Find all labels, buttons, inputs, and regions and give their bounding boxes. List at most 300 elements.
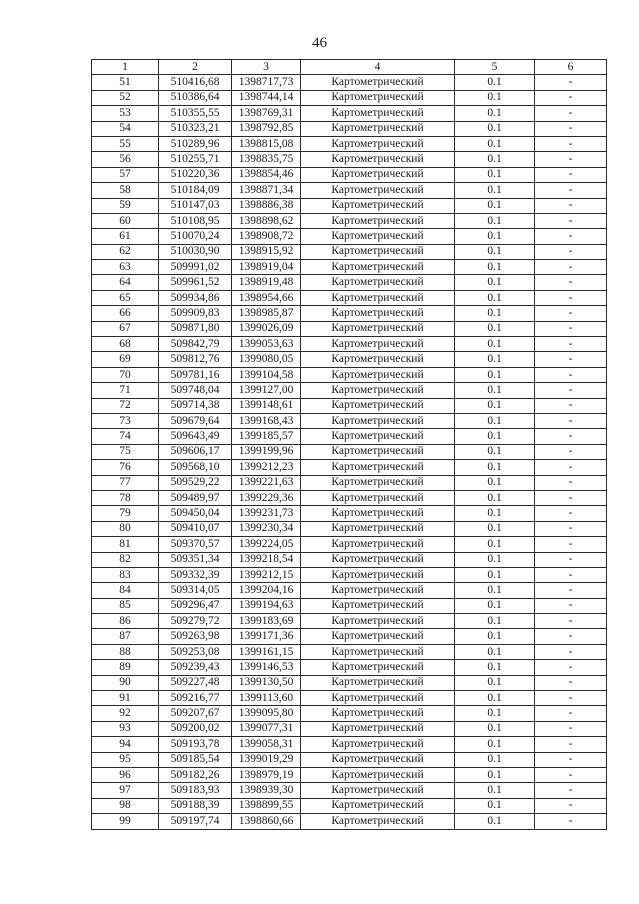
page-number: 46 [312, 35, 327, 51]
table-row [92, 337, 607, 352]
table-row [92, 152, 607, 167]
point-number-cell: 78 [92, 490, 159, 505]
note-cell: - [535, 552, 607, 567]
point-number-cell: 57 [92, 167, 159, 182]
accuracy-cell: 0.1 [455, 506, 535, 521]
point-number-cell: 90 [92, 675, 159, 690]
point-number-cell: 70 [92, 367, 159, 382]
x-coordinate-cell: 509489,97 [159, 490, 232, 505]
point-number-cell: 53 [92, 106, 159, 121]
point-number-cell: 83 [92, 567, 159, 582]
point-number-cell: 54 [92, 121, 159, 136]
method-cell: Картометрический [301, 213, 455, 228]
note-cell: - [535, 337, 607, 352]
point-number-cell: 99 [92, 814, 159, 829]
method-cell: Картометрический [301, 767, 455, 782]
point-number-cell: 77 [92, 475, 159, 490]
note-cell: - [535, 106, 607, 121]
note-cell: - [535, 583, 607, 598]
table-row [92, 737, 607, 752]
y-coordinate-cell: 1399095,80 [232, 706, 301, 721]
point-number-cell: 95 [92, 752, 159, 767]
note-cell: - [535, 75, 607, 90]
x-coordinate-cell: 509193,78 [159, 737, 232, 752]
accuracy-cell: 0.1 [455, 490, 535, 505]
accuracy-cell: 0.1 [455, 552, 535, 567]
y-coordinate-cell: 1399229,36 [232, 490, 301, 505]
x-coordinate-cell: 510416,68 [159, 75, 232, 90]
table-row [92, 460, 607, 475]
method-cell: Картометрический [301, 644, 455, 659]
y-coordinate-cell: 1399230,34 [232, 521, 301, 536]
y-coordinate-cell: 1398769,31 [232, 106, 301, 121]
note-cell: - [535, 798, 607, 813]
point-number-cell: 71 [92, 383, 159, 398]
accuracy-cell: 0.1 [455, 429, 535, 444]
x-coordinate-cell: 509643,49 [159, 429, 232, 444]
x-coordinate-cell: 509207,67 [159, 706, 232, 721]
point-number-cell: 94 [92, 737, 159, 752]
x-coordinate-cell: 509568,10 [159, 460, 232, 475]
method-cell: Картометрический [301, 198, 455, 213]
method-cell: Картометрический [301, 675, 455, 690]
note-cell: - [535, 660, 607, 675]
table-header-row [92, 60, 607, 75]
y-coordinate-cell: 1398908,72 [232, 229, 301, 244]
point-number-cell: 98 [92, 798, 159, 813]
note-cell: - [535, 213, 607, 228]
y-coordinate-cell: 1398939,30 [232, 783, 301, 798]
table-row [92, 814, 607, 829]
note-cell: - [535, 460, 607, 475]
y-coordinate-cell: 1399113,60 [232, 691, 301, 706]
y-coordinate-cell: 1398886,38 [232, 198, 301, 213]
method-cell: Картометрический [301, 814, 455, 829]
note-cell: - [535, 198, 607, 213]
table-row [92, 290, 607, 305]
x-coordinate-cell: 509296,47 [159, 598, 232, 613]
x-coordinate-cell: 510289,96 [159, 136, 232, 151]
point-number-cell: 82 [92, 552, 159, 567]
note-cell: - [535, 229, 607, 244]
x-coordinate-cell: 509909,83 [159, 306, 232, 321]
x-coordinate-cell: 509216,77 [159, 691, 232, 706]
x-coordinate-cell: 509227,48 [159, 675, 232, 690]
accuracy-cell: 0.1 [455, 75, 535, 90]
method-cell: Картометрический [301, 567, 455, 582]
x-coordinate-cell: 509961,52 [159, 275, 232, 290]
x-coordinate-cell: 510255,71 [159, 152, 232, 167]
accuracy-cell: 0.1 [455, 260, 535, 275]
method-cell: Картометрический [301, 475, 455, 490]
note-cell: - [535, 398, 607, 413]
accuracy-cell: 0.1 [455, 598, 535, 613]
column-header: 4 [301, 60, 455, 75]
column-header: 2 [159, 60, 232, 75]
column-header: 3 [232, 60, 301, 75]
table-row [92, 398, 607, 413]
table-row [92, 521, 607, 536]
note-cell: - [535, 675, 607, 690]
accuracy-cell: 0.1 [455, 444, 535, 459]
point-number-cell: 84 [92, 583, 159, 598]
point-number-cell: 74 [92, 429, 159, 444]
table-row [92, 614, 607, 629]
note-cell: - [535, 121, 607, 136]
x-coordinate-cell: 509781,16 [159, 367, 232, 382]
x-coordinate-cell: 509410,07 [159, 521, 232, 536]
note-cell: - [535, 383, 607, 398]
note-cell: - [535, 691, 607, 706]
method-cell: Картометрический [301, 229, 455, 244]
x-coordinate-cell: 509185,54 [159, 752, 232, 767]
accuracy-cell: 0.1 [455, 460, 535, 475]
table-row [92, 121, 607, 136]
method-cell: Картометрический [301, 798, 455, 813]
note-cell: - [535, 767, 607, 782]
table-row [92, 244, 607, 259]
y-coordinate-cell: 1399146,53 [232, 660, 301, 675]
note-cell: - [535, 183, 607, 198]
note-cell: - [535, 244, 607, 259]
accuracy-cell: 0.1 [455, 660, 535, 675]
y-coordinate-cell: 1398860,66 [232, 814, 301, 829]
method-cell: Картометрический [301, 260, 455, 275]
method-cell: Картометрический [301, 460, 455, 475]
method-cell: Картометрический [301, 721, 455, 736]
accuracy-cell: 0.1 [455, 629, 535, 644]
accuracy-cell: 0.1 [455, 290, 535, 305]
y-coordinate-cell: 1399231,73 [232, 506, 301, 521]
accuracy-cell: 0.1 [455, 737, 535, 752]
y-coordinate-cell: 1398744,14 [232, 90, 301, 105]
note-cell: - [535, 367, 607, 382]
note-cell: - [535, 814, 607, 829]
point-number-cell: 88 [92, 644, 159, 659]
method-cell: Картометрический [301, 413, 455, 428]
note-cell: - [535, 506, 607, 521]
point-number-cell: 59 [92, 198, 159, 213]
accuracy-cell: 0.1 [455, 367, 535, 382]
table-row [92, 275, 607, 290]
y-coordinate-cell: 1399218,54 [232, 552, 301, 567]
y-coordinate-cell: 1399104,58 [232, 367, 301, 382]
x-coordinate-cell: 509871,80 [159, 321, 232, 336]
point-number-cell: 80 [92, 521, 159, 536]
x-coordinate-cell: 510184,09 [159, 183, 232, 198]
method-cell: Картометрический [301, 537, 455, 552]
method-cell: Картометрический [301, 183, 455, 198]
y-coordinate-cell: 1399168,43 [232, 413, 301, 428]
accuracy-cell: 0.1 [455, 691, 535, 706]
y-coordinate-cell: 1399183,69 [232, 614, 301, 629]
point-number-cell: 66 [92, 306, 159, 321]
accuracy-cell: 0.1 [455, 383, 535, 398]
accuracy-cell: 0.1 [455, 136, 535, 151]
table-row [92, 675, 607, 690]
y-coordinate-cell: 1399212,23 [232, 460, 301, 475]
x-coordinate-cell: 509748,04 [159, 383, 232, 398]
method-cell: Картометрический [301, 121, 455, 136]
note-cell: - [535, 260, 607, 275]
accuracy-cell: 0.1 [455, 767, 535, 782]
y-coordinate-cell: 1399026,09 [232, 321, 301, 336]
x-coordinate-cell: 510030,90 [159, 244, 232, 259]
table-row [92, 213, 607, 228]
y-coordinate-cell: 1399194,63 [232, 598, 301, 613]
method-cell: Картометрический [301, 691, 455, 706]
table-row [92, 352, 607, 367]
method-cell: Картометрический [301, 90, 455, 105]
point-number-cell: 79 [92, 506, 159, 521]
table-row [92, 583, 607, 598]
point-number-cell: 60 [92, 213, 159, 228]
table-row [92, 767, 607, 782]
point-number-cell: 86 [92, 614, 159, 629]
note-cell: - [535, 721, 607, 736]
method-cell: Картометрический [301, 444, 455, 459]
x-coordinate-cell: 509279,72 [159, 614, 232, 629]
accuracy-cell: 0.1 [455, 275, 535, 290]
y-coordinate-cell: 1399204,16 [232, 583, 301, 598]
accuracy-cell: 0.1 [455, 244, 535, 259]
point-number-cell: 73 [92, 413, 159, 428]
x-coordinate-cell: 510386,64 [159, 90, 232, 105]
point-number-cell: 89 [92, 660, 159, 675]
note-cell: - [535, 752, 607, 767]
method-cell: Картометрический [301, 306, 455, 321]
point-number-cell: 81 [92, 537, 159, 552]
note-cell: - [535, 413, 607, 428]
table-row [92, 706, 607, 721]
x-coordinate-cell: 509183,93 [159, 783, 232, 798]
accuracy-cell: 0.1 [455, 798, 535, 813]
accuracy-cell: 0.1 [455, 475, 535, 490]
method-cell: Картометрический [301, 490, 455, 505]
accuracy-cell: 0.1 [455, 752, 535, 767]
point-number-cell: 52 [92, 90, 159, 105]
accuracy-cell: 0.1 [455, 721, 535, 736]
table-row [92, 629, 607, 644]
point-number-cell: 87 [92, 629, 159, 644]
table-row [92, 598, 607, 613]
table-row [92, 429, 607, 444]
table-row [92, 306, 607, 321]
point-number-cell: 62 [92, 244, 159, 259]
table-row [92, 229, 607, 244]
note-cell: - [535, 275, 607, 290]
method-cell: Картометрический [301, 136, 455, 151]
note-cell: - [535, 537, 607, 552]
x-coordinate-cell: 509182,26 [159, 767, 232, 782]
accuracy-cell: 0.1 [455, 167, 535, 182]
method-cell: Картометрический [301, 429, 455, 444]
x-coordinate-cell: 509991,02 [159, 260, 232, 275]
note-cell: - [535, 644, 607, 659]
point-number-cell: 61 [92, 229, 159, 244]
table-row [92, 260, 607, 275]
method-cell: Картометрический [301, 75, 455, 90]
point-number-cell: 58 [92, 183, 159, 198]
method-cell: Картометрический [301, 167, 455, 182]
y-coordinate-cell: 1399212,15 [232, 567, 301, 582]
method-cell: Картометрический [301, 752, 455, 767]
y-coordinate-cell: 1398871,34 [232, 183, 301, 198]
y-coordinate-cell: 1399077,31 [232, 721, 301, 736]
column-header: 6 [535, 60, 607, 75]
accuracy-cell: 0.1 [455, 306, 535, 321]
note-cell: - [535, 152, 607, 167]
accuracy-cell: 0.1 [455, 106, 535, 121]
accuracy-cell: 0.1 [455, 183, 535, 198]
note-cell: - [535, 352, 607, 367]
y-coordinate-cell: 1399224,05 [232, 537, 301, 552]
y-coordinate-cell: 1399221,63 [232, 475, 301, 490]
table-row [92, 321, 607, 336]
y-coordinate-cell: 1399127,00 [232, 383, 301, 398]
point-number-cell: 64 [92, 275, 159, 290]
y-coordinate-cell: 1399130,50 [232, 675, 301, 690]
table-row [92, 413, 607, 428]
accuracy-cell: 0.1 [455, 644, 535, 659]
method-cell: Картометрический [301, 598, 455, 613]
table-body [92, 75, 607, 829]
y-coordinate-cell: 1398985,87 [232, 306, 301, 321]
y-coordinate-cell: 1398898,62 [232, 213, 301, 228]
accuracy-cell: 0.1 [455, 121, 535, 136]
note-cell: - [535, 567, 607, 582]
point-number-cell: 67 [92, 321, 159, 336]
accuracy-cell: 0.1 [455, 537, 535, 552]
column-header: 1 [92, 60, 159, 75]
method-cell: Картометрический [301, 706, 455, 721]
method-cell: Картометрический [301, 383, 455, 398]
note-cell: - [535, 321, 607, 336]
x-coordinate-cell: 509314,05 [159, 583, 232, 598]
y-coordinate-cell: 1399199,96 [232, 444, 301, 459]
y-coordinate-cell: 1399019,29 [232, 752, 301, 767]
table-row [92, 691, 607, 706]
accuracy-cell: 0.1 [455, 337, 535, 352]
y-coordinate-cell: 1398717,73 [232, 75, 301, 90]
coordinates-table [91, 59, 607, 830]
table-row [92, 90, 607, 105]
point-number-cell: 97 [92, 783, 159, 798]
point-number-cell: 91 [92, 691, 159, 706]
x-coordinate-cell: 510070,24 [159, 229, 232, 244]
x-coordinate-cell: 510355,55 [159, 106, 232, 121]
x-coordinate-cell: 509450,04 [159, 506, 232, 521]
accuracy-cell: 0.1 [455, 583, 535, 598]
method-cell: Картометрический [301, 583, 455, 598]
method-cell: Картометрический [301, 614, 455, 629]
x-coordinate-cell: 509188,39 [159, 798, 232, 813]
x-coordinate-cell: 509253,08 [159, 644, 232, 659]
method-cell: Картометрический [301, 506, 455, 521]
x-coordinate-cell: 509934,86 [159, 290, 232, 305]
point-number-cell: 76 [92, 460, 159, 475]
table-row [92, 783, 607, 798]
y-coordinate-cell: 1399185,57 [232, 429, 301, 444]
method-cell: Картометрический [301, 660, 455, 675]
method-cell: Картометрический [301, 106, 455, 121]
x-coordinate-cell: 509714,38 [159, 398, 232, 413]
table-row [92, 567, 607, 582]
accuracy-cell: 0.1 [455, 398, 535, 413]
table-row [92, 660, 607, 675]
note-cell: - [535, 629, 607, 644]
x-coordinate-cell: 509197,74 [159, 814, 232, 829]
y-coordinate-cell: 1399171,36 [232, 629, 301, 644]
method-cell: Картометрический [301, 552, 455, 567]
table-row [92, 552, 607, 567]
accuracy-cell: 0.1 [455, 90, 535, 105]
table-row [92, 490, 607, 505]
accuracy-cell: 0.1 [455, 321, 535, 336]
y-coordinate-cell: 1399058,31 [232, 737, 301, 752]
table-row [92, 798, 607, 813]
column-header: 5 [455, 60, 535, 75]
x-coordinate-cell: 510220,36 [159, 167, 232, 182]
x-coordinate-cell: 509351,34 [159, 552, 232, 567]
point-number-cell: 68 [92, 337, 159, 352]
method-cell: Картометрический [301, 737, 455, 752]
note-cell: - [535, 598, 607, 613]
method-cell: Картометрический [301, 290, 455, 305]
x-coordinate-cell: 509529,22 [159, 475, 232, 490]
accuracy-cell: 0.1 [455, 413, 535, 428]
point-number-cell: 72 [92, 398, 159, 413]
table-row [92, 167, 607, 182]
x-coordinate-cell: 509263,98 [159, 629, 232, 644]
accuracy-cell: 0.1 [455, 814, 535, 829]
accuracy-cell: 0.1 [455, 706, 535, 721]
table-row [92, 367, 607, 382]
note-cell: - [535, 167, 607, 182]
accuracy-cell: 0.1 [455, 521, 535, 536]
accuracy-cell: 0.1 [455, 567, 535, 582]
note-cell: - [535, 614, 607, 629]
accuracy-cell: 0.1 [455, 783, 535, 798]
y-coordinate-cell: 1398919,04 [232, 260, 301, 275]
method-cell: Картометрический [301, 275, 455, 290]
accuracy-cell: 0.1 [455, 198, 535, 213]
method-cell: Картометрический [301, 629, 455, 644]
note-cell: - [535, 475, 607, 490]
accuracy-cell: 0.1 [455, 352, 535, 367]
table-row [92, 506, 607, 521]
point-number-cell: 93 [92, 721, 159, 736]
table-row [92, 183, 607, 198]
table-row [92, 475, 607, 490]
method-cell: Картометрический [301, 321, 455, 336]
y-coordinate-cell: 1398919,48 [232, 275, 301, 290]
note-cell: - [535, 136, 607, 151]
table-row [92, 106, 607, 121]
y-coordinate-cell: 1398979,19 [232, 767, 301, 782]
x-coordinate-cell: 509332,39 [159, 567, 232, 582]
note-cell: - [535, 521, 607, 536]
y-coordinate-cell: 1399080,05 [232, 352, 301, 367]
note-cell: - [535, 290, 607, 305]
method-cell: Картометрический [301, 352, 455, 367]
x-coordinate-cell: 510108,95 [159, 213, 232, 228]
point-number-cell: 85 [92, 598, 159, 613]
x-coordinate-cell: 509239,43 [159, 660, 232, 675]
table-row [92, 752, 607, 767]
note-cell: - [535, 490, 607, 505]
x-coordinate-cell: 509370,57 [159, 537, 232, 552]
